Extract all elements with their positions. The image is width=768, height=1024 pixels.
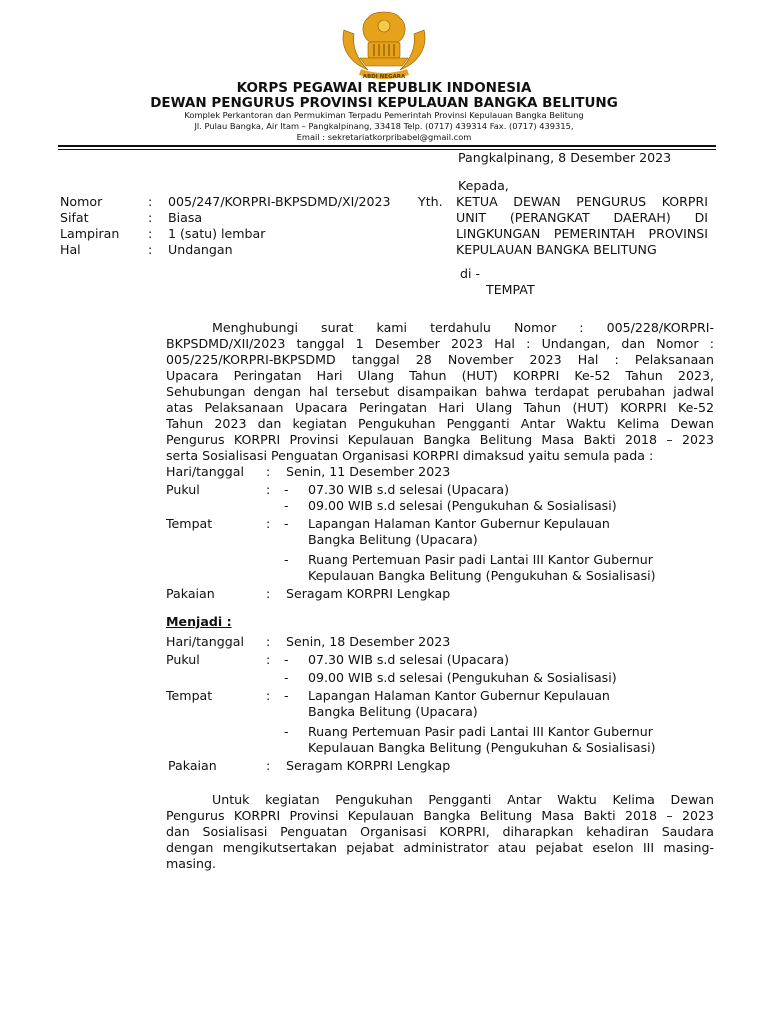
address-line2: Jl. Pulau Bangka, Air Itam – Pangkalpinang, 33418 Telp. (0717) 439314 Fax. (0717) 439315, bbox=[194, 121, 574, 131]
schedule-sep: : bbox=[266, 634, 271, 649]
body-line: masing. bbox=[166, 856, 217, 871]
body-line: Untuk kegiatan Pengukuhan Pengganti Antar Waktu Kelima Dewan bbox=[212, 792, 714, 807]
menjadi-hari-label: Hari/tanggal bbox=[166, 634, 244, 649]
menjadi-tempat-label: Tempat bbox=[166, 688, 213, 703]
menjadi-pakaian-label: Pakaian bbox=[168, 758, 217, 773]
recipient-line: UNIT (PERANGKAT DAERAH) DI bbox=[456, 210, 708, 225]
semula-pakaian-label: Pakaian bbox=[166, 586, 215, 601]
menjadi-tempat-item: Kepulauan Bangka Belitung (Pengukuhan & Sosialisasi) bbox=[308, 740, 656, 755]
recipient-kepada: Kepada, bbox=[458, 178, 509, 193]
semula-tempat-item: Bangka Belitung (Upacara) bbox=[308, 532, 478, 547]
schedule-sep: : bbox=[266, 586, 271, 601]
semula-hari-value: Senin, 11 Desember 2023 bbox=[286, 464, 451, 479]
recipient-di: di - bbox=[460, 266, 481, 281]
semula-pukul-label: Pukul bbox=[166, 482, 200, 497]
semula-hari-label: Hari/tanggal bbox=[166, 464, 244, 479]
letter-date: Pangkalpinang, 8 Desember 2023 bbox=[458, 150, 672, 165]
semula-tempat-label: Tempat bbox=[166, 516, 213, 531]
menjadi-pukul-item: 07.30 WIB s.d selesai (Upacara) bbox=[308, 652, 510, 667]
list-dash: - bbox=[284, 482, 289, 497]
org-name-line2: DEWAN PENGURUS PROVINSI KEPULAUAN BANGKA BELITUNG bbox=[150, 95, 618, 111]
meta-sep: : bbox=[148, 210, 153, 225]
menjadi-heading: Menjadi : bbox=[166, 614, 232, 629]
list-dash: - bbox=[284, 498, 289, 513]
address-line3: Email : sekretariatkorpribabel@gmail.com bbox=[296, 132, 472, 142]
meta-value-nomor: 005/247/KORPRI-BKPSDMD/XI/2023 bbox=[168, 194, 391, 209]
recipient-line: KEPULAUAN BANGKA BELITUNG bbox=[456, 242, 657, 257]
body-line: dengan mengikutsertakan pejabat administrator atau pejabat eselon III masing- bbox=[166, 840, 714, 855]
menjadi-pukul-item: 09.00 WIB s.d selesai (Pengukuhan & Sosialisasi) bbox=[308, 670, 617, 685]
schedule-sep: : bbox=[266, 652, 271, 667]
body-line: Pengurus KORPRI Provinsi Kepulauan Bangka Belitung Masa Bakti 2018 – 2023 bbox=[166, 432, 714, 447]
schedule-sep: : bbox=[266, 482, 271, 497]
list-dash: - bbox=[284, 516, 289, 531]
semula-pukul-item: 07.30 WIB s.d selesai (Upacara) bbox=[308, 482, 510, 497]
list-dash: - bbox=[284, 688, 289, 703]
meta-sep: : bbox=[148, 226, 153, 241]
recipient-yth: Yth. bbox=[418, 194, 443, 209]
semula-pakaian-value: Seragam KORPRI Lengkap bbox=[286, 586, 451, 601]
menjadi-tempat-item: Ruang Pertemuan Pasir padi Lantai III Kantor Gubernur bbox=[308, 724, 653, 739]
recipient-line: KETUA DEWAN PENGURUS KORPRI bbox=[456, 194, 708, 209]
letterhead-rule-thick bbox=[58, 145, 716, 147]
meta-value-lampiran: 1 (satu) lembar bbox=[168, 226, 266, 241]
body-line: Menghubungi surat kami terdahulu Nomor : 005/228/KORPRI- bbox=[212, 320, 714, 335]
list-dash: - bbox=[284, 552, 289, 567]
body-line: Tahun 2023 dan kegiatan Pengukuhan Pengganti Antar Waktu Kelima Dewan bbox=[166, 416, 714, 431]
body-line: Upacara Peringatan Hari Ulang Tahun (HUT) KORPRI Ke-52 Tahun 2023, bbox=[166, 368, 714, 383]
meta-sep: : bbox=[148, 194, 153, 209]
schedule-sep: : bbox=[266, 516, 271, 531]
meta-value-hal: Undangan bbox=[168, 242, 233, 257]
recipient-line: LINGKUNGAN PEMERINTAH PROVINSI bbox=[456, 226, 708, 241]
menjadi-tempat-item: Lapangan Halaman Kantor Gubernur Kepulauan bbox=[308, 688, 610, 703]
recipient-tempat: TEMPAT bbox=[486, 282, 535, 297]
body-line: Pengurus KORPRI Provinsi Kepulauan Bangka Belitung Masa Bakti 2018 – 2023 bbox=[166, 808, 714, 823]
korpri-emblem bbox=[338, 8, 430, 82]
menjadi-tempat-item: Bangka Belitung (Upacara) bbox=[308, 704, 478, 719]
meta-label-hal: Hal bbox=[60, 242, 81, 257]
list-dash: - bbox=[284, 724, 289, 739]
semula-pukul-item: 09.00 WIB s.d selesai (Pengukuhan & Sosialisasi) bbox=[308, 498, 617, 513]
meta-value-sifat: Biasa bbox=[168, 210, 203, 225]
meta-label-lampiran: Lampiran bbox=[60, 226, 120, 241]
schedule-sep: : bbox=[266, 758, 271, 773]
body-line: 005/225/KORPRI-BKPSDMD tanggal 28 November 2023 Hal : Pelaksanaan bbox=[166, 352, 714, 367]
semula-tempat-item: Ruang Pertemuan Pasir padi Lantai III Kantor Gubernur bbox=[308, 552, 653, 567]
menjadi-hari-value: Senin, 18 Desember 2023 bbox=[286, 634, 451, 649]
list-dash: - bbox=[284, 652, 289, 667]
body-line: dan Sosialisasi Penguatan Organisasi KORPRI, diharapkan kehadiran Saudara bbox=[166, 824, 714, 839]
body-line: Sehubungan dengan hal tersebut disampaikan bahwa terdapat perubahan jadwal bbox=[166, 384, 714, 399]
body-line: BKPSDMD/XII/2023 tanggal 1 Desember 2023 Hal : Undangan, dan Nomor : bbox=[166, 336, 714, 351]
body-line: serta Sosialisasi Penguatan Organisasi KORPRI dimaksud yaitu semula pada : bbox=[166, 448, 654, 463]
semula-tempat-item: Kepulauan Bangka Belitung (Pengukuhan & Sosialisasi) bbox=[308, 568, 656, 583]
schedule-sep: : bbox=[266, 464, 271, 479]
schedule-sep: : bbox=[266, 688, 271, 703]
body-line: atas Pelaksanaan Upacara Peringatan Hari Ulang Tahun (HUT) KORPRI Ke-52 bbox=[166, 400, 714, 415]
meta-label-sifat: Sifat bbox=[60, 210, 89, 225]
menjadi-pukul-label: Pukul bbox=[166, 652, 200, 667]
emblem-banner-text: ABDI NEGARA bbox=[362, 74, 406, 80]
address-line1: Komplek Perkantoran dan Permukiman Terpadu Pemerintah Provinsi Kepulauan Bangka Belitung bbox=[184, 110, 584, 120]
org-name-line1: KORPS PEGAWAI REPUBLIK INDONESIA bbox=[236, 80, 532, 96]
meta-sep: : bbox=[148, 242, 153, 257]
menjadi-pakaian-value: Seragam KORPRI Lengkap bbox=[286, 758, 451, 773]
semula-tempat-item: Lapangan Halaman Kantor Gubernur Kepulauan bbox=[308, 516, 610, 531]
meta-label-nomor: Nomor bbox=[60, 194, 103, 209]
list-dash: - bbox=[284, 670, 289, 685]
